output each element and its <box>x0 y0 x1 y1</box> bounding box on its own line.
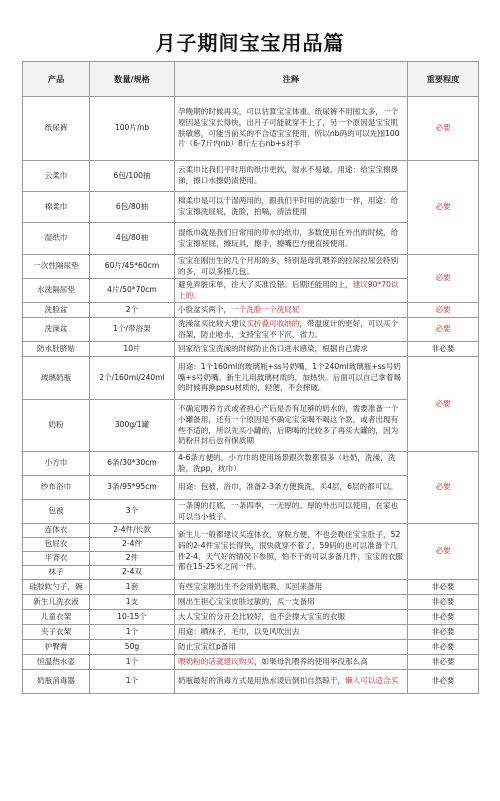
level-cell: 非必要 <box>408 670 479 694</box>
note-highlight: 建议90*70以上的。 <box>178 279 399 300</box>
product-cell: 儿童衣架 <box>23 610 90 625</box>
quantity-cell: 6条/30*30cm <box>90 452 175 476</box>
product-cell: 硅胶软勺子，碗 <box>23 580 90 595</box>
note-cell: 4-6条方便的，小方巾的使用场景跟次数都很多（吐奶，洗澡，洗脸，洗pp，枕巾） <box>175 452 408 476</box>
header-product: 产品 <box>23 62 90 97</box>
product-cell: 包被 <box>23 500 90 524</box>
product-cell: 护臀膏 <box>23 640 90 655</box>
product-cell: 半背衣 <box>23 552 90 566</box>
note-cell: 用途：晒袜子，毛巾，以免风吹出去 <box>175 625 408 640</box>
product-cell: 洗脸盆 <box>23 303 90 318</box>
quantity-cell: 1支 <box>90 595 175 610</box>
note-cell <box>175 318 408 342</box>
quantity-cell: 1个/带浴架 <box>90 318 175 342</box>
level-cell: 非必要 <box>408 580 479 595</box>
quantity-cell: 6包/80抽 <box>90 192 175 223</box>
note-cell: 防止宝宝红p备用 <box>175 640 408 655</box>
product-cell: 包屁衣 <box>23 538 90 552</box>
product-cell: 新生儿洗衣液 <box>23 595 90 610</box>
product-cell: 水洗隔尿垫 <box>23 279 90 303</box>
level-cell: 必要 <box>408 303 479 318</box>
baby-supplies-table <box>22 61 479 694</box>
level-cell: 必要 <box>408 161 479 255</box>
note-cell <box>175 279 408 303</box>
table-row <box>23 524 479 538</box>
quantity-cell: 50g <box>90 640 175 655</box>
level-cell: 必要 <box>408 357 479 452</box>
product-cell: 防水肚脐贴 <box>23 342 90 357</box>
header-level: 重要程度 <box>408 62 479 97</box>
note-highlight: 懒人可以适合买 <box>345 676 399 686</box>
note-cell: 不确定喂养方式或者担心产后是否有足够的奶水的，需要准备一个小罐备用，还有一个原因是不确定宝宝喝不喝这个款，或者出现有些不适的，所以先买小罐的，后期喝的比较多了再买大罐的，因为奶粉开封后也有保质期 <box>175 400 408 452</box>
quantity-cell: 1个 <box>90 670 175 694</box>
quantity-cell: 6包/100抽 <box>90 161 175 192</box>
note-highlight: 喂奶粉的话就建议购买 <box>178 656 254 666</box>
product-cell: 夹子衣架 <box>23 625 90 640</box>
product-cell: 一次性隔尿垫 <box>23 255 90 279</box>
table-row <box>23 580 479 595</box>
level-cell: 必要 <box>408 318 479 342</box>
note-highlight: 买折叠可收纳的 <box>246 318 300 328</box>
note-cell: 湿纸巾就是我们日常用的带水的纸巾，多数使用在外出的时候，给宝宝擦屁屁，擦玩具，擦手，擦嘴巴方便直接使用。 <box>175 223 408 255</box>
product-cell: 玻璃奶瓶 <box>23 357 90 400</box>
level-cell: 非必要 <box>408 595 479 610</box>
page-title: 月子期间宝宝用品篇 <box>155 31 345 55</box>
quantity-cell: 10片 <box>90 342 175 357</box>
quantity-cell: 2-4件 <box>90 538 175 552</box>
table-row <box>23 610 479 625</box>
product-cell: 奶瓶消毒器 <box>23 670 90 694</box>
table-row <box>23 255 479 279</box>
table-row <box>23 303 479 318</box>
table-row <box>23 625 479 640</box>
quantity-cell: 1个 <box>90 625 175 640</box>
note-cell: 一条薄的打底，一条四季，一无厚的。厚的外出可以使用，在家也可以当小被子。 <box>175 500 408 524</box>
product-cell: 棉柔巾 <box>23 192 90 223</box>
note-cell: 用途：1个160ml的玻璃瓶+ss号奶嘴，1个240ml玻璃瓶+ss号奶嘴+s号奶嘴。新生儿用玻璃材质的，加热快。后面可以自己拿着喝的时候再换ppsu材质的，轻便，不会摔破。 <box>175 357 408 400</box>
note-cell <box>175 670 408 694</box>
table-row <box>23 640 479 655</box>
note-cell: 宝宝在刚出生的几个月用的多，特别是母乳喂养的拉尿拉尿会特别的多，可以多囤几包。 <box>175 255 408 279</box>
product-cell: 纱布浴巾 <box>23 476 90 500</box>
product-cell: 奶粉 <box>23 400 90 452</box>
note-text: 洗澡盆买比较大建议 <box>178 318 247 328</box>
table-row <box>23 595 479 610</box>
table-row <box>23 655 479 670</box>
quantity-cell: 2-4双 <box>90 566 175 580</box>
quantity-cell: 4包/80抽 <box>90 223 175 255</box>
note-cell: 大人宝宝的分开会比较好，也不会撑大宝宝的衣服 <box>175 610 408 625</box>
table-row <box>23 342 479 357</box>
table-row <box>23 318 479 342</box>
product-cell: 纸尿裤 <box>23 97 90 161</box>
level-cell: 非必要 <box>408 655 479 670</box>
product-cell: 洗澡盆 <box>23 318 90 342</box>
table-row <box>23 161 479 192</box>
note-cell: 有些宝宝刚出生不会用奶瓶吸，买回来备用 <box>175 580 408 595</box>
product-cell: 袜子 <box>23 566 90 580</box>
table-header-row <box>23 62 479 97</box>
quantity-cell: 2个/160ml/240ml <box>90 357 175 400</box>
quantity-cell: 60片/45*60cm <box>90 255 175 279</box>
level-cell: 非必要 <box>408 640 479 655</box>
quantity-cell: 4片/50*70cm <box>90 279 175 303</box>
note-text: 奶瓶最好的消毒方式是用热水烫后倒扣自然晾干， <box>178 676 346 686</box>
note-cell <box>175 655 408 670</box>
note-cell <box>175 303 408 318</box>
quantity-cell: 2-4件/长款 <box>90 524 175 538</box>
table-row <box>23 670 479 694</box>
quantity-cell: 10-15个 <box>90 610 175 625</box>
note-text: ，带温度计的更好，可以买个浴架，防止呛水，支持宝宝不下沉，省力。 <box>178 318 399 339</box>
table-row <box>23 97 479 161</box>
table-row <box>23 452 479 476</box>
level-cell: 非必要 <box>408 610 479 625</box>
level-cell: 非必要 <box>408 625 479 640</box>
note-cell: 用途：包被，浴巾，准备2-3条方便换洗，买4层，6层的都可以。 <box>175 476 408 500</box>
note-cell: 回家给宝宝洗澡的时候防止伤口进水感染，根据自己需求 <box>175 342 408 357</box>
level-cell: 非必要 <box>408 342 479 357</box>
quantity-cell: 300g/1罐 <box>90 400 175 452</box>
note-cell: 新生儿一般都建议买连体衣，穿脱方便，不也会勒住宝宝肚子，52码的2-4件宝宝长得快，很快就穿不着了，59码的也可以准备个几件2-4，天气好的情况下参照，怕不干的可以多备几件，宝宝的衣服都在15-25米之间一件。 <box>175 524 408 580</box>
note-text: ，如果母乳喂养的使用率没那么高 <box>253 656 368 666</box>
note-cell: 云柔巾比我们平时用的纸巾更软，湿水不易破，用途：给宝宝擦鼻涕，擦口水擦奶渍使用。 <box>175 161 408 192</box>
quantity-cell: 3个 <box>90 500 175 524</box>
level-cell: 必要 <box>408 452 479 524</box>
quantity-cell: 3条/95*95cm <box>90 476 175 500</box>
note-cell: 刚出生担心宝宝皮肤过敏的，买一支备用 <box>175 595 408 610</box>
quantity-cell: 100片/nb <box>90 97 175 161</box>
level-cell: 必要 <box>408 524 479 580</box>
level-cell: 必要 <box>408 97 479 161</box>
product-cell: 连体衣 <box>23 524 90 538</box>
table-row <box>23 357 479 400</box>
note-text: 小脸盆买两个， <box>178 304 232 314</box>
note-cell: 棉柔巾是可以干湿两用的，跟我们平时用的洗脸巾一样，用途：给宝宝擦洗屁屁，洗脸，拍嗝，清洁使用 <box>175 192 408 223</box>
note-cell: 孕晚期的时候再买，可以估算宝宝体重。纸尿裤不用囤太多，一个原因是宝宝长得快，出月子可能就穿不上了，另一个原因是宝宝肌肤敏感，可能当前买的不合适宝宝使用，所以nb码的可以先囤100片（6-7斤内nb）8斤左右nb+s对半 <box>175 97 408 161</box>
quantity-cell: 1套 <box>90 580 175 595</box>
product-cell: 恒温热水壶 <box>23 655 90 670</box>
level-cell: 必要 <box>408 255 479 303</box>
product-cell: 小方巾 <box>23 452 90 476</box>
product-cell: 湿纸巾 <box>23 223 90 255</box>
header-note: 注释 <box>175 62 408 97</box>
note-highlight: 一个洗脸一个洗屁屁 <box>231 304 300 314</box>
quantity-cell: 2个 <box>90 303 175 318</box>
note-text: 避免弄脏床单，往大了买准没错。后期还能用的上， <box>178 279 353 289</box>
header-quantity: 数量/规格 <box>90 62 175 97</box>
quantity-cell: 2件 <box>90 552 175 566</box>
product-cell: 云柔巾 <box>23 161 90 192</box>
quantity-cell: 1个 <box>90 655 175 670</box>
